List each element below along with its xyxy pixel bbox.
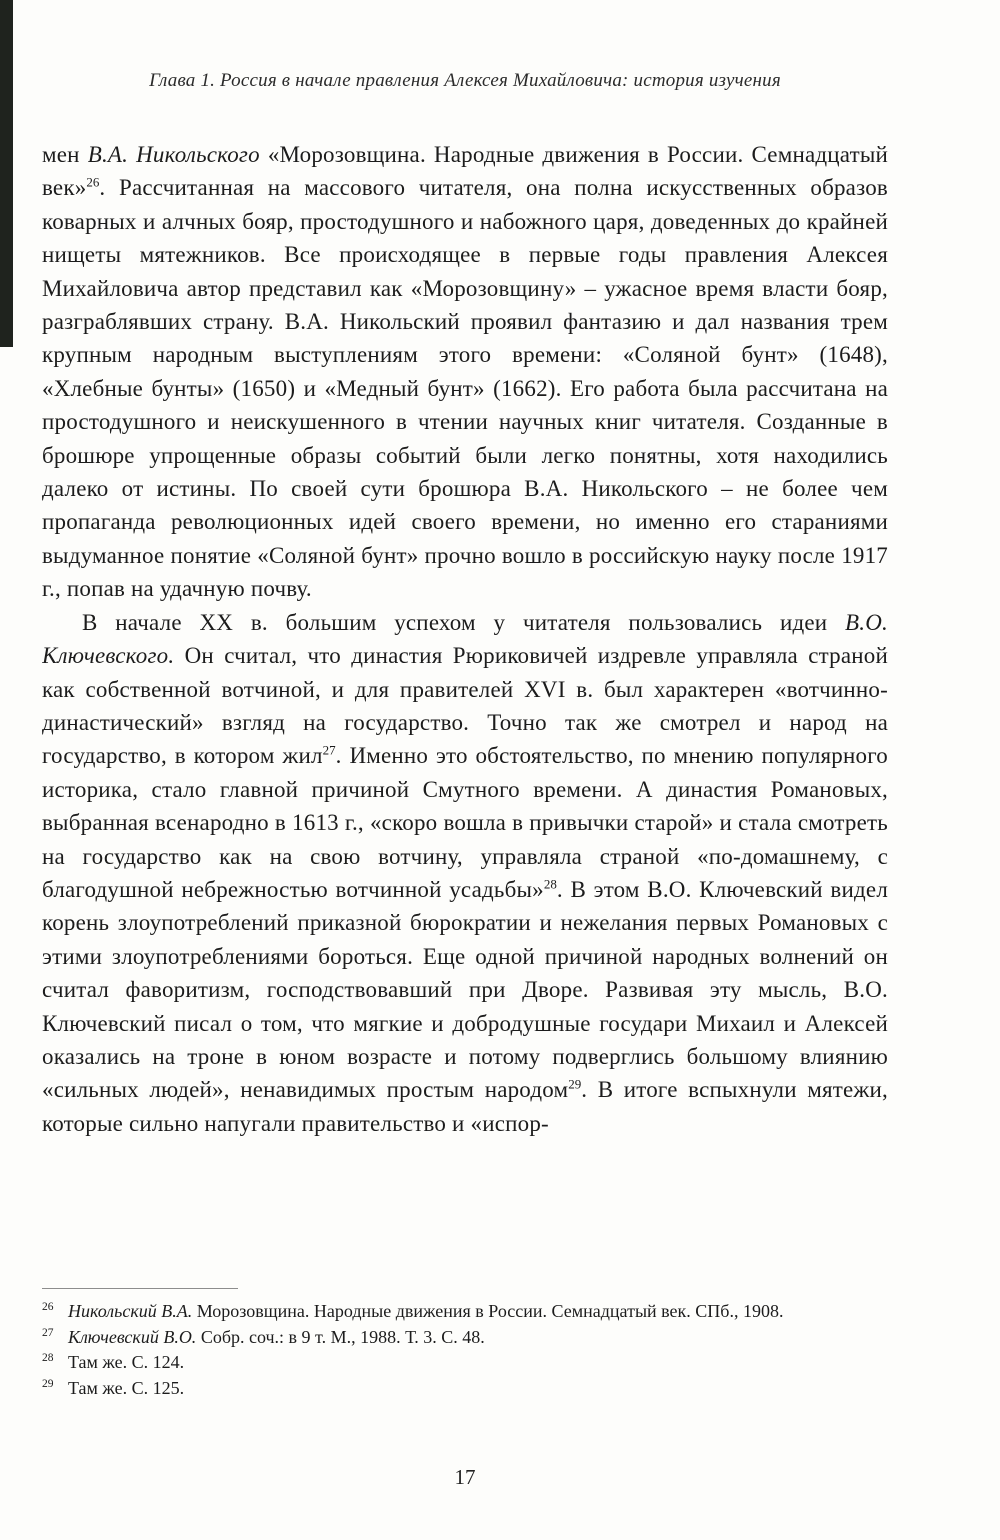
- footnotes: [42, 1299, 888, 1401]
- paragraph: [42, 606, 888, 1141]
- footnote-ref: 29: [568, 1076, 582, 1092]
- text-run: . В этом В.О. Ключевский видел корень злоупотреблений приказной бюрократии и нежелания первых Романовых с этими злоупотреблениями бороться. Еще одной причиной народных волнений он считал фаворитизм, господствовавший при Дворе. Развивая эту мысль, В.О. Ключевский писал о том, что мягкие и добродушные государи Михаил и Алексей оказались на троне в юном возрасте и потому подверглись большому влиянию «сильных людей», ненавидимых простым народом: [42, 876, 888, 1103]
- footnote-marker: 29: [42, 1377, 54, 1390]
- footnote: [42, 1376, 888, 1402]
- scan-artifact: [0, 0, 13, 347]
- text-run: Там же. С. 125.: [68, 1377, 185, 1398]
- text-run: «Морозовщина. Народные движения в России. Семнадцатый век»: [42, 142, 888, 201]
- footnote: [42, 1350, 888, 1376]
- text-run: . В итоге вспыхнули мятежи, которые сильно напугали правительство и «испор-: [42, 1077, 888, 1136]
- footnote-ref: 27: [322, 742, 336, 758]
- footnote-text: [68, 1299, 888, 1325]
- footnote-text: [68, 1350, 888, 1376]
- footnote-ref: 28: [543, 876, 557, 892]
- body-text: [42, 138, 888, 1140]
- text-run: мен: [42, 142, 88, 167]
- text-run: В.О. Ключевского.: [42, 609, 888, 669]
- text-run: Он считал, что династия Рюриковичей издревле управляла страной как собственной вотчиной, и для правителей XVI в. был характерен «вотчинно-династический» взгляд на государство. Точно так же смотрел и народ на государство, в котором жил: [42, 643, 888, 769]
- text-run: . Именно это обстоятельство, по мнению популярного историка, стало главной причиной Смутного времени. А династия Романовых, выбранная всенародно в 1613 г., «скоро вошла в привычки старой» и стала смотреть на государство как на свою вотчину, управляла страной «по-домашнему, с благодушной небрежностью вотчинной усадьбы»: [42, 743, 888, 902]
- text-run: . Рассчитанная на массового читателя, она полна искусственных образов коварных и алчных бояр, простодушного и набожного царя, доведенных до крайней нищеты мятежников. Все происходящее в первые годы правления Алексея Михайловича автор представил как «Морозовщину» – ужасное время власти бояр, разграблявших страну. В.А. Никольский проявил фантазию и дал названия трем крупным народным выступлениям этого времени: «Соляной бунт» (1648), «Хлебные бунты» (1650) и «Медный бунт» (1662). Его работа была рассчитана на простодушного и неискушенного в чтении научных книг читателя. Созданные в брошюре упрощенные образы событий были легко понятны, хотя находились далеко от истины. По своей сути брошюра В.А. Никольского – не более чем пропаганда революционных идей своего времени, но именно его стараниями выдуманное понятие «Соляной бунт» прочно вошло в российскую науку после 1917 г., попав на удачную почву.: [42, 175, 888, 602]
- text-run: Никольский В.А.: [68, 1301, 193, 1321]
- text-run: В.А. Никольского: [87, 142, 260, 167]
- footnote: [42, 1325, 888, 1351]
- text-run: В начале XX в. большим успехом у читателя пользовались идеи: [82, 609, 846, 635]
- footnote-text: [68, 1376, 888, 1402]
- text-run: Там же. С. 124.: [68, 1352, 185, 1372]
- footnote-area: [42, 1288, 888, 1401]
- running-header: Глава 1. Россия в начале правления Алексея Михайловича: история изучения: [149, 70, 781, 91]
- page-number: 17: [454, 1465, 476, 1489]
- footnote-ref: 26: [86, 174, 100, 190]
- footnote-marker: 27: [42, 1326, 54, 1339]
- text-run: Собр. соч.: в 9 т. М., 1988. Т. 3. С. 48.: [196, 1326, 485, 1347]
- footnote-divider: [42, 1288, 238, 1289]
- text-run: Морозовщина. Народные движения в России. Семнадцатый век. СПб., 1908.: [192, 1301, 784, 1321]
- footnote-marker: 28: [42, 1352, 54, 1364]
- footnote: [42, 1299, 888, 1325]
- paragraph: [42, 138, 888, 606]
- text-run: Ключевский В.О.: [68, 1326, 197, 1347]
- footnote-text: [68, 1325, 888, 1351]
- footnote-marker: 26: [42, 1301, 54, 1313]
